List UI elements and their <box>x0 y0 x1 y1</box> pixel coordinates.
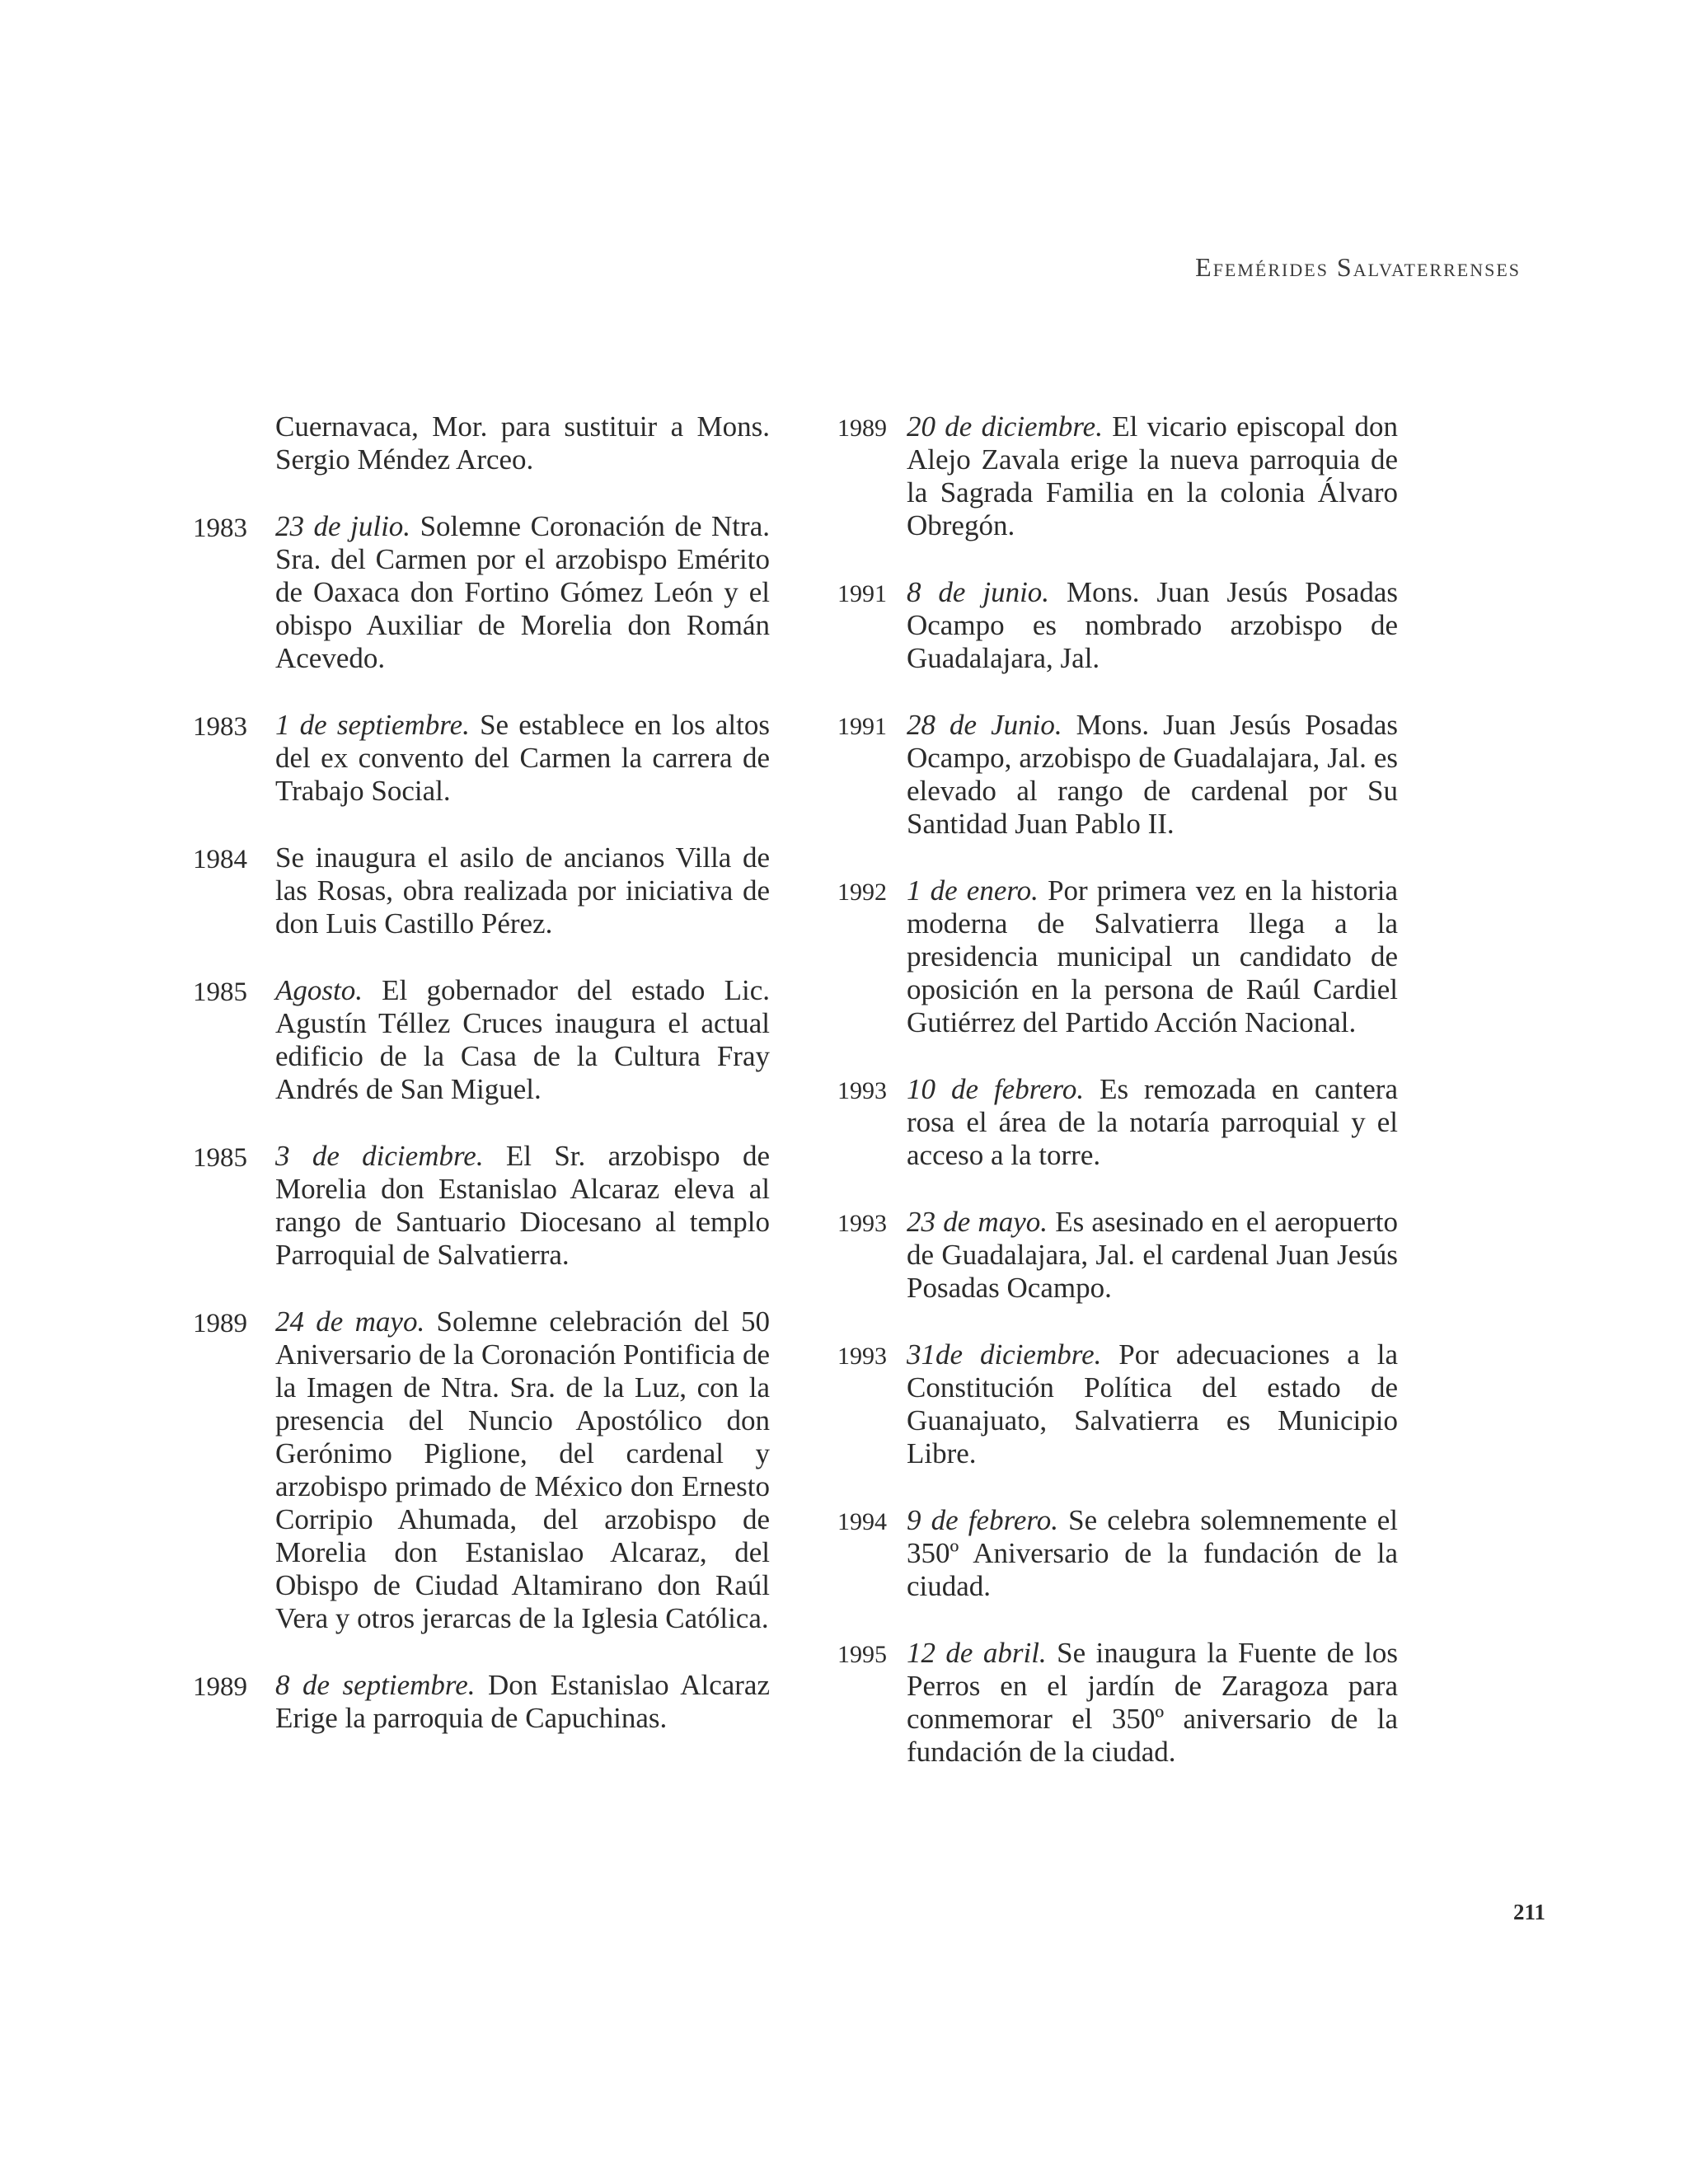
entry-year <box>193 410 275 412</box>
entry-description: Cuernavaca, Mor. para sustituir a Mons. Sergio Méndez Arceo. <box>275 410 770 476</box>
entry-description: Solemne celebración del 50 Aniversario de la Coronación Pontificia de la Imagen de Ntra. Sra. de la Luz, con la presencia del Nuncio Apostólico don Gerónimo Piglione, del cardenal y arzobispo primado de México don Ernesto Corripio Ahumada, del arzobispo de Morelia don Estanislao Alcaraz, del Obispo de Ciudad Altamirano don Raúl Vera y otros jerarcas de la Iglesia Católica. <box>275 1305 770 1634</box>
chronology-entry <box>837 709 1398 841</box>
entry-date: 1 de septiembre. <box>275 709 470 741</box>
entry-date: 24 de mayo. <box>275 1305 425 1338</box>
entry-year: 1993 <box>837 1077 887 1104</box>
chronology-entry <box>193 410 770 476</box>
chronology-entry <box>837 410 1398 542</box>
entry-year: 1995 <box>837 1641 887 1668</box>
entry-year: 1991 <box>837 713 887 740</box>
entry-date: 23 de julio. <box>275 510 411 542</box>
entry-description: Se establece en los altos del ex convento del Carmen la carrera de Trabajo Social. <box>275 709 770 807</box>
entry-date: 9 de febrero. <box>907 1504 1058 1536</box>
chronology-entry <box>193 841 770 940</box>
entry-description: El gobernador del estado Lic. Agustín Téllez Cruces inaugura el actual edificio de la Casa de la Cultura Fray Andrés de San Miguel. <box>275 974 770 1105</box>
entry-description: Mons. Juan Jesús Posadas Ocampo es nombrado arzobispo de Guadalajara, Jal. <box>907 576 1398 674</box>
entry-description: El vicario episcopal don Alejo Zavala erige la nueva parroquia de la Sagrada Familia en la colonia Álvaro Obregón. <box>907 410 1399 541</box>
chronology-entry <box>193 974 770 1106</box>
entry-year: 1989 <box>837 415 887 442</box>
entry-year: 1994 <box>837 1508 887 1535</box>
entry-date: 1 de enero. <box>907 874 1039 907</box>
entry-text <box>907 1206 1398 1305</box>
entry-description: Por adecuaciones a la Constitución Política del estado de Guanajuato, Salvatierra es Municipio Libre. <box>907 1338 1399 1469</box>
entry-year: 1989 <box>193 1672 247 1702</box>
entry-description: Se inaugura el asilo de ancianos Villa de las Rosas, obra realizada por iniciativa de don Luis Castillo Pérez. <box>275 841 770 940</box>
entry-text <box>275 841 770 940</box>
chronology-entry <box>837 1338 1398 1470</box>
entry-date: 31de diciembre. <box>907 1338 1102 1371</box>
entry-text <box>907 1073 1398 1172</box>
chronology-entry <box>193 510 770 675</box>
entry-date: 10 de febrero. <box>907 1073 1085 1105</box>
chronology-entry <box>193 1305 770 1635</box>
chronology-entry <box>837 576 1398 675</box>
entry-year: 1993 <box>837 1210 887 1237</box>
entry-text <box>275 1669 770 1735</box>
chronology-entry <box>837 874 1398 1039</box>
chronology-entry <box>837 1073 1398 1172</box>
entry-text <box>907 1338 1398 1470</box>
entry-description: Por primera vez en la historia moderna de Salvatierra llega a la presidencia municipal un candidato de oposición en la persona de Raúl Cardiel Gutiérrez del Partido Acción Nacional. <box>907 874 1398 1038</box>
entry-year: 1983 <box>193 712 247 742</box>
entry-year: 1991 <box>837 580 887 607</box>
entry-year: 1985 <box>193 1143 247 1173</box>
entry-date: 8 de junio. <box>907 576 1050 608</box>
entry-text <box>907 576 1398 675</box>
entry-text <box>907 709 1398 841</box>
entry-description: Solemne Coronación de Ntra. Sra. del Carmen por el arzobispo Emérito de Oaxaca don Fortino Gómez León y el obispo Auxiliar de Morelia don Román Acevedo. <box>275 510 770 674</box>
entry-text <box>907 874 1398 1039</box>
entry-year: 1989 <box>193 1309 247 1338</box>
entry-description: Es remozada en cantera rosa el área de la notaría parroquial y el acceso a la torre. <box>907 1073 1398 1171</box>
entry-description: El Sr. arzobispo de Morelia don Estanislao Alcaraz eleva al rango de Santuario Diocesano al templo Parroquial de Salvatierra. <box>275 1140 770 1271</box>
entry-text <box>907 1637 1398 1769</box>
entry-text <box>907 410 1398 542</box>
entry-year: 1985 <box>193 977 247 1007</box>
entry-year: 1992 <box>837 879 887 906</box>
entry-description: Don Estanislao Alcaraz Erige la parroquia de Capuchinas. <box>275 1669 770 1734</box>
entry-date: 3 de diciembre. <box>275 1140 484 1172</box>
entry-text <box>275 709 770 808</box>
entry-year: 1983 <box>193 513 247 543</box>
entry-text <box>275 1305 770 1635</box>
entry-date: 8 de septiembre. <box>275 1669 476 1701</box>
entry-text <box>275 974 770 1106</box>
entry-date: 20 de diciembre. <box>907 410 1103 443</box>
entry-description: Es asesinado en el aeropuerto de Guadalajara, Jal. el cardenal Juan Jesús Posadas Ocampo. <box>907 1206 1398 1304</box>
entry-text <box>907 1504 1398 1603</box>
entry-description: Se celebra solemnemente el 350º Aniversario de la fundación de la ciudad. <box>907 1504 1398 1602</box>
entry-description: Se inaugura la Fuente de los Perros en el jardín de Zaragoza para conmemorar el 350º aniversario de la fundación de la ciudad. <box>907 1637 1398 1768</box>
entry-year: 1984 <box>193 845 247 874</box>
page-number: 211 <box>1513 1900 1546 1924</box>
chronology-entry <box>837 1637 1398 1769</box>
entry-date: 28 de Junio. <box>907 709 1062 741</box>
entry-text <box>275 1140 770 1272</box>
entry-year: 1993 <box>837 1343 887 1370</box>
entry-date: 12 de abril. <box>907 1637 1047 1669</box>
chronology-entry <box>837 1206 1398 1305</box>
left-column <box>193 410 770 1769</box>
entry-date: 23 de mayo. <box>907 1206 1048 1238</box>
entry-text <box>275 410 770 476</box>
chronology-entry <box>837 1504 1398 1603</box>
entry-text <box>275 510 770 675</box>
entry-description: Mons. Juan Jesús Posadas Ocampo, arzobispo de Guadalajara, Jal. es elevado al rango de cardenal por Su Santidad Juan Pablo II. <box>907 709 1398 840</box>
right-column <box>837 410 1398 1802</box>
running-header: Efemérides Salvaterrenses <box>1195 252 1521 282</box>
chronology-entry <box>193 709 770 808</box>
chronology-entry <box>193 1669 770 1735</box>
entry-date: Agosto. <box>275 974 363 1006</box>
chronology-entry <box>193 1140 770 1272</box>
